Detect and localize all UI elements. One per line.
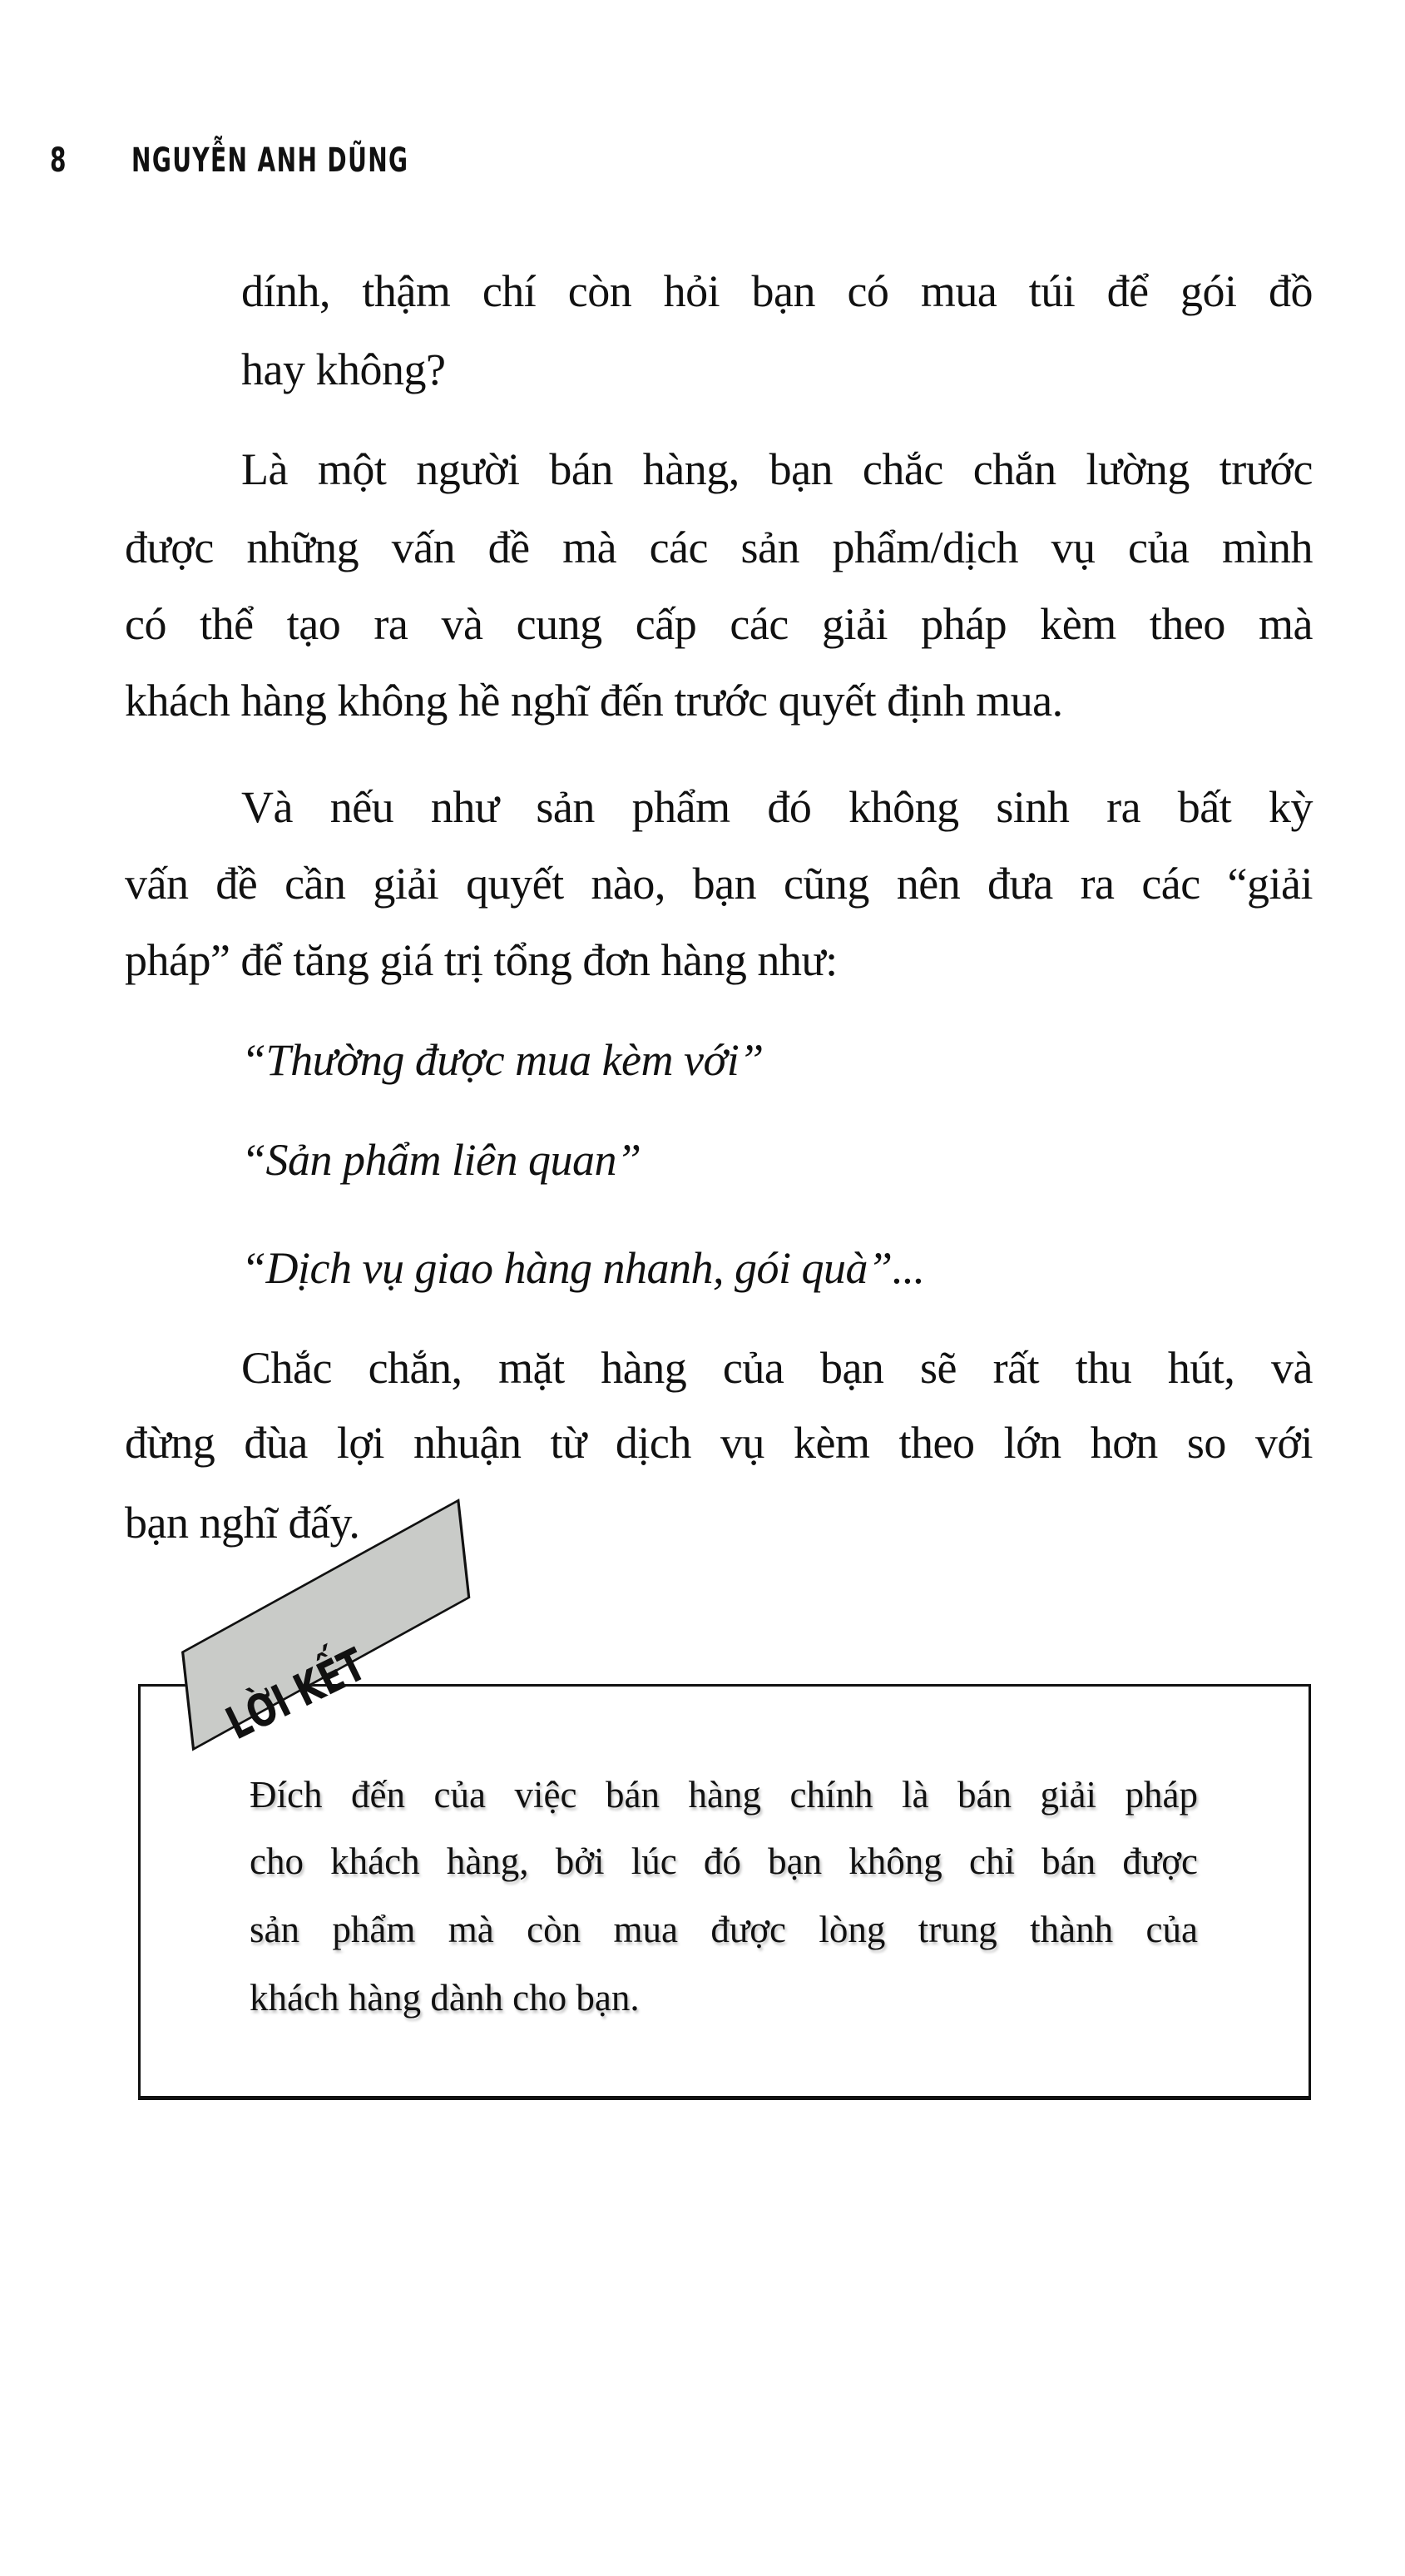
body-line: Chắc chắn, mặt hàng của bạn sẽ rất thu hút, và	[241, 1343, 1313, 1393]
page-number: 8	[50, 141, 67, 180]
quoted-item: “Sản phẩm liên quan”	[241, 1135, 641, 1185]
quoted-item: “Dịch vụ giao hàng nhanh, gói quà”...	[241, 1243, 925, 1293]
conclusion-line: khách hàng dành cho bạn.	[250, 1977, 640, 2019]
conclusion-line: cho khách hàng, bởi lúc đó bạn không chỉ bán được	[250, 1840, 1198, 1882]
body-line: Là một người bán hàng, bạn chắc chắn lường trước	[241, 444, 1313, 494]
body-line: Và nếu như sản phẩm đó không sinh ra bất kỳ	[241, 782, 1313, 832]
conclusion-box	[138, 1684, 1311, 2100]
quoted-item: “Thường được mua kèm với”	[241, 1035, 764, 1085]
body-line: bạn nghĩ đấy.	[125, 1498, 360, 1548]
body-line: dính, thậm chí còn hỏi bạn có mua túi để gói đồ	[241, 266, 1313, 316]
body-line: pháp” để tăng giá trị tổng đơn hàng như:	[125, 935, 838, 985]
running-header	[50, 141, 408, 180]
body-line: đừng đùa lợi nhuận từ dịch vụ kèm theo lớn hơn so với	[125, 1418, 1313, 1468]
conclusion-line: Đích đến của việc bán hàng chính là bán giải pháp	[250, 1774, 1198, 1816]
body-line: có thể tạo ra và cung cấp các giải pháp kèm theo mà	[125, 599, 1313, 649]
body-line: được những vấn đề mà các sản phẩm/dịch vụ của mình	[125, 523, 1313, 572]
author-name: NGUYỄN ANH DŨNG	[131, 141, 409, 180]
conclusion-label: LỜI KẾT	[218, 1637, 374, 1750]
body-line: vấn đề cần giải quyết nào, bạn cũng nên đưa ra các “giải	[125, 859, 1313, 909]
body-line: hay không?	[241, 344, 446, 394]
conclusion-line: sản phẩm mà còn mua được lòng trung thành của	[250, 1909, 1198, 1950]
body-line: khách hàng không hề nghĩ đến trước quyết định mua.	[125, 676, 1063, 726]
